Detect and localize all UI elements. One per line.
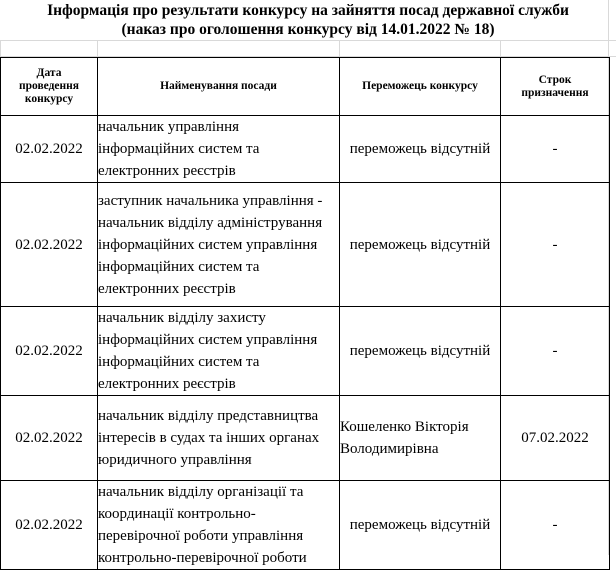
header-term	[501, 58, 610, 116]
header-term-line: призначення	[521, 86, 589, 99]
position-cell	[98, 481, 340, 570]
header-term-line: Строк	[538, 73, 572, 86]
report-title	[0, 0, 616, 42]
position-cell	[98, 183, 340, 307]
date-cell: 02.02.2022	[1, 396, 98, 481]
table-row	[1, 396, 610, 481]
winner-line: переможець відсутній	[349, 517, 491, 533]
header-date-line: конкурсу	[24, 93, 74, 105]
position-line: інформаційних систем та	[98, 354, 260, 370]
winner-cell	[340, 116, 501, 183]
position-line: начальник відділу захисту	[98, 310, 266, 326]
term-cell: 07.02.2022	[501, 396, 610, 481]
date-cell: 02.02.2022	[1, 116, 98, 183]
position-line: контрольно-перевірочної роботи	[98, 550, 307, 566]
position-line: координації контрольно-	[98, 506, 256, 522]
position-line: начальник відділу адміністрування	[98, 214, 323, 231]
position-line: інтересів в судах та інших органах	[98, 430, 320, 446]
results-table	[0, 57, 610, 570]
winner-cell	[340, 183, 501, 307]
position-cell	[98, 307, 340, 396]
report-title-line1: Інформація про результати конкурсу на зайняття посад державної служби	[47, 2, 569, 19]
position-line: інформаційних систем та	[98, 141, 260, 157]
term-cell: -	[501, 307, 610, 396]
header-row	[1, 58, 610, 116]
term-cell: -	[501, 481, 610, 570]
position-cell	[98, 396, 340, 481]
winner-line: переможець відсутній	[349, 236, 491, 253]
date-cell: 02.02.2022	[1, 481, 98, 570]
winner-line: переможець відсутній	[349, 343, 491, 359]
position-line: електронних реєстрів	[98, 163, 236, 179]
winner-cell	[340, 307, 501, 396]
position-line: начальник управління	[98, 119, 240, 135]
date-cell: 02.02.2022	[1, 183, 98, 307]
winner-line: Кошеленко Вікторія	[340, 419, 469, 435]
winner-line: переможець відсутній	[349, 141, 491, 157]
position-line: заступник начальника управління -	[98, 192, 323, 209]
position-line: інформаційних систем управління	[98, 332, 318, 348]
winner-cell	[340, 396, 501, 481]
position-line: начальник відділу організації та	[98, 484, 304, 500]
position-line: начальник відділу представництва	[98, 408, 319, 424]
winner-line: Володимирівна	[340, 441, 439, 457]
table-row	[1, 116, 610, 183]
table-row	[1, 307, 610, 396]
position-line: електронних реєстрів	[98, 280, 236, 297]
position-line: інформаційних систем та	[98, 258, 260, 275]
date-cell: 02.02.2022	[1, 307, 98, 396]
position-cell	[98, 116, 340, 183]
table-row	[1, 183, 610, 307]
report-title-line2: (наказ про оголошення конкурсу від 14.01.2022 № 18)	[121, 21, 495, 38]
table-row	[1, 481, 610, 570]
header-date	[1, 58, 98, 116]
header-date-line: Дата	[36, 67, 62, 79]
term-cell: -	[501, 116, 610, 183]
term-cell: -	[501, 183, 610, 307]
position-line: інформаційних систем управління	[98, 236, 318, 253]
header-date-line: проведення	[18, 80, 80, 92]
position-line: електронних реєстрів	[98, 376, 236, 392]
position-line: перевірочної роботи управління	[98, 528, 304, 544]
winner-cell	[340, 481, 501, 570]
header-position: Найменування посади	[98, 58, 340, 116]
position-line: юридичного управління	[98, 452, 252, 468]
header-winner: Переможець конкурсу	[340, 58, 501, 116]
